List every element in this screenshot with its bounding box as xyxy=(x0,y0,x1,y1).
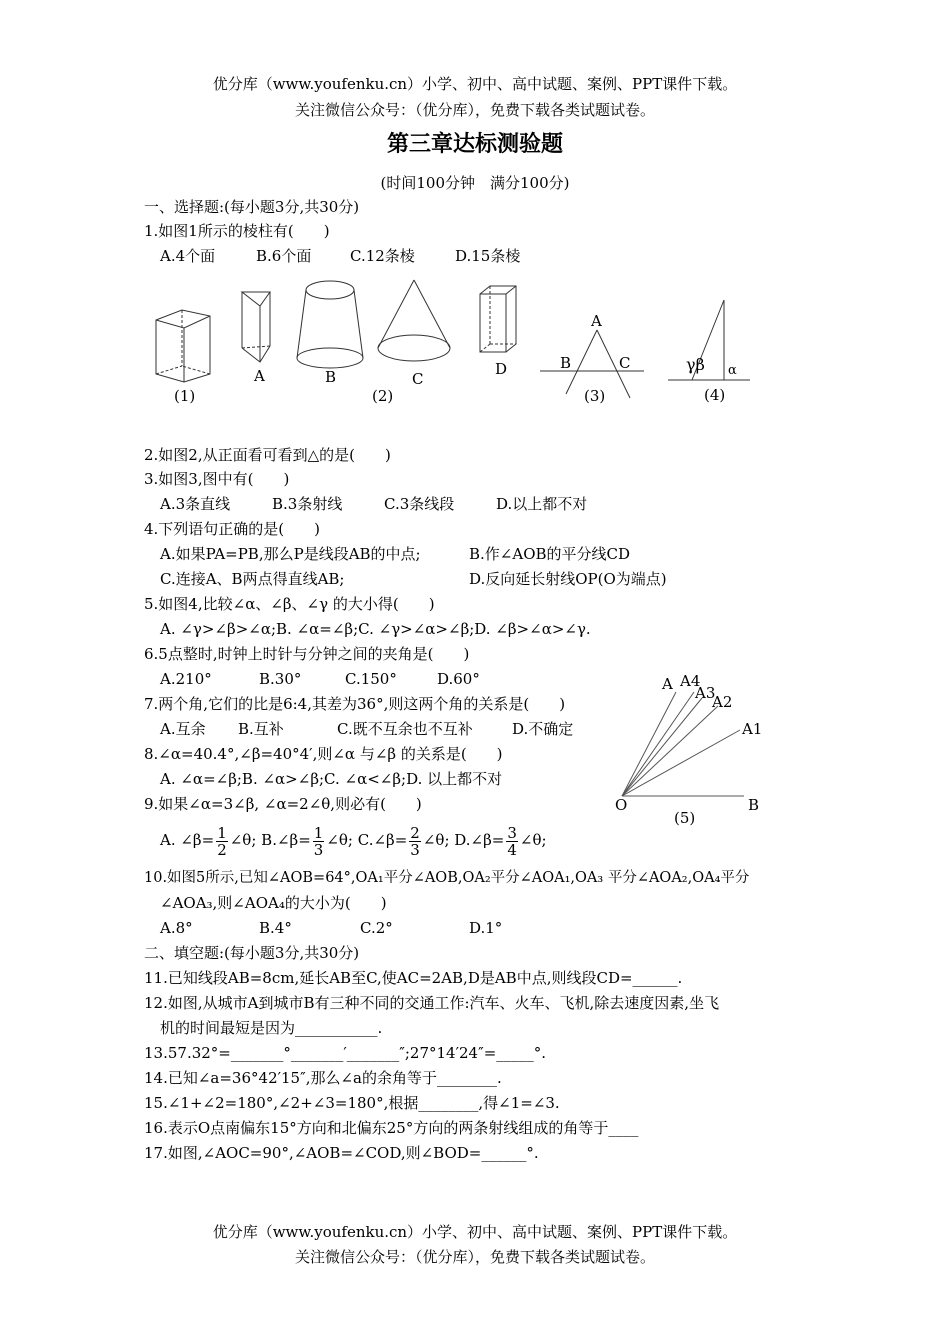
figure-3-caption: (3) xyxy=(584,387,606,405)
q16-stem: 16.表示O点南偏东15°方向和北偏东25°方向的两条射线组成的角等于____ xyxy=(144,1119,639,1137)
q6-option-a: A.210° xyxy=(160,670,212,688)
q15-stem: 15.∠1+∠2=180°,∠2+∠3=180°,根据________,得∠1=∠3. xyxy=(144,1094,560,1112)
q9-a-fraction: $\frac{1}{2}$ xyxy=(217,823,227,859)
q11-stem: 11.已知线段AB=8cm,延长AB至C,使AC=2AB,D是AB中点,则线段CD=______. xyxy=(144,969,683,987)
figure-2a-label: A xyxy=(254,367,265,385)
cone-figure xyxy=(378,280,450,361)
q12-line-2: 机的时间最短是因为___________. xyxy=(160,1019,383,1037)
footer-line-1: 优分库（www.youfenku.cn）小学、初中、高中试题、案例、PPT课件下载。 xyxy=(212,1223,738,1241)
q9-b-suffix: ∠θ; xyxy=(326,831,353,849)
q10-option-d: D.1° xyxy=(469,919,503,937)
header-line-2: 关注微信公众号：（优分库），免费下载各类试题试卷。 xyxy=(294,101,655,119)
q3-option-b: B.3条射线 xyxy=(272,495,343,513)
q6-stem: 6.5点整时,时钟上时针与分钟之间的夹角是( ) xyxy=(144,645,470,663)
figure-5-label-a3: A3 xyxy=(695,684,716,702)
footer-line-2: 关注微信公众号：（优分库），免费下载各类试题试卷。 xyxy=(294,1248,655,1266)
q9-c-prefix: C.∠β= xyxy=(357,831,408,849)
figure-5-label-a2: A2 xyxy=(712,693,733,711)
figure-3-label-a: A xyxy=(591,312,602,330)
q9-c-suffix: ∠θ; xyxy=(422,831,450,849)
q6-option-c: C.150° xyxy=(345,670,397,688)
q9-b-fraction: $\frac{1}{3}$ xyxy=(313,823,324,859)
q10-option-c: C.2° xyxy=(360,919,393,937)
q7-option-a: A.互余 xyxy=(160,720,206,738)
q3-option-a: A.3条直线 xyxy=(160,495,231,513)
figure-5-label-a: A xyxy=(662,675,673,693)
q7-option-c: C.既不互余也不互补 xyxy=(337,720,473,738)
q2-stem: 2.如图2,从正面看可看到△的是( ) xyxy=(144,446,391,464)
page-subtitle: (时间100分钟 满分100分) xyxy=(380,174,570,192)
figure-5-label-a1: A1 xyxy=(742,720,763,738)
angle-figure xyxy=(668,300,750,380)
figure-3-label-c: C xyxy=(619,354,631,372)
section-choice-heading: 一、选择题:(每小题3分,共30分) xyxy=(144,198,360,216)
q3-option-c: C.3条线段 xyxy=(384,495,455,513)
q13-stem: 13.57.32°=_______°_______′_______″;27°14′24″=_____°. xyxy=(144,1044,547,1062)
q9-b-prefix: B.∠β= xyxy=(261,831,311,849)
q5-options: A. ∠γ>∠β>∠α;B. ∠α=∠β;C. ∠γ>∠α>∠β;D. ∠β>∠α>∠γ. xyxy=(160,620,591,638)
q1-option-c: C.12条棱 xyxy=(350,247,415,265)
q4-option-a: A.如果PA=PB,那么P是线段AB的中点; xyxy=(160,545,421,563)
q1-option-d: D.15条棱 xyxy=(455,247,521,265)
figure-2b-label: B xyxy=(325,368,337,386)
figure-5-label-o: O xyxy=(615,796,628,814)
figures-row xyxy=(140,270,780,415)
q1-stem: 1.如图1所示的棱柱有( ) xyxy=(144,222,330,240)
q9-stem: 9.如果∠α=3∠β, ∠α=2∠θ,则必有( ) xyxy=(144,795,422,813)
q4-option-c: C.连接A、B两点得直线AB; xyxy=(160,570,345,588)
figure-4-label-gamma-beta: γβ xyxy=(686,355,705,374)
q7-option-b: B.互补 xyxy=(238,720,284,738)
q4-stem: 4.下列语句正确的是( ) xyxy=(144,520,321,538)
q8-stem: 8.∠α=40.4°,∠β=40°4′,则∠α 与∠β 的关系是( ) xyxy=(144,745,503,763)
figure-5 xyxy=(610,668,780,830)
figure-3-label-b: B xyxy=(560,354,572,372)
figure-5-label-a4: A4 xyxy=(680,672,701,690)
q8-options: A. ∠α=∠β;B. ∠α>∠β;C. ∠α<∠β;D. 以上都不对 xyxy=(160,770,503,788)
figure-4-label-alpha: α xyxy=(728,363,737,378)
q9-c-fraction: $\frac{2}{3}$ xyxy=(410,823,420,859)
figure-5-label-b: B xyxy=(748,796,760,814)
hexagonal-prism-figure xyxy=(156,310,210,382)
triangular-prism-figure xyxy=(242,292,270,362)
q12-line-1: 12.如图,从城市A到城市B有三种不同的交通工作:汽车、火车、飞机,除去速度因素,坐飞 xyxy=(144,994,720,1012)
q9-a-prefix: A. ∠β= xyxy=(160,831,215,849)
q9-a-suffix: ∠θ; xyxy=(229,831,257,849)
q1-option-b: B.6个面 xyxy=(256,247,312,265)
q10-option-b: B.4° xyxy=(259,919,292,937)
page-title: 第三章达标测验题 xyxy=(386,132,563,157)
q9-d-fraction: $\frac{3}{4}$ xyxy=(507,823,517,859)
q4-option-b: B.作∠AOB的平分线CD xyxy=(469,545,631,563)
q4-option-d: D.反向延长射线OP(O为端点) xyxy=(469,570,667,588)
figure-5-caption: (5) xyxy=(674,809,696,827)
q10-line-1: 10.如图5所示,已知∠AOB=64°,OA₁平分∠AOB,OA₂平分∠AOA₁,OA₃ 平分∠AOA₂,OA₄平分 xyxy=(144,870,750,886)
q7-stem: 7.两个角,它们的比是6:4,其差为36°,则这两个角的关系是( ) xyxy=(144,695,566,713)
q17-stem: 17.如图,∠AOC=90°,∠AOB=∠COD,则∠BOD=______°. xyxy=(144,1144,539,1162)
section-fill-heading: 二、填空题:(每小题3分,共30分) xyxy=(144,944,360,962)
cuboid-figure xyxy=(480,286,516,352)
figure-2-caption: (2) xyxy=(372,387,394,405)
q3-option-d: D.以上都不对 xyxy=(496,495,588,513)
figure-1-caption: (1) xyxy=(174,387,196,405)
q5-stem: 5.如图4,比较∠α、∠β、∠γ 的大小得( ) xyxy=(144,595,435,613)
q1-option-a: A.4个面 xyxy=(160,247,216,265)
figure-2d-label: D xyxy=(495,360,508,378)
frustum-figure xyxy=(297,281,363,368)
figure-4-caption: (4) xyxy=(704,386,726,404)
q9-d-suffix: ∠θ; xyxy=(519,831,547,849)
figure-2c-label: C xyxy=(412,370,424,388)
q7-option-d: D.不确定 xyxy=(512,720,574,738)
q10-line-2: ∠AOA₃,则∠AOA₄的大小为( ) xyxy=(160,894,387,912)
q9-options xyxy=(160,824,547,858)
q6-option-b: B.30° xyxy=(259,670,302,688)
header-line-1: 优分库（www.youfenku.cn）小学、初中、高中试题、案例、PPT课件下载。 xyxy=(212,75,738,93)
q10-option-a: A.8° xyxy=(160,919,193,937)
q6-option-d: D.60° xyxy=(437,670,480,688)
q14-stem: 14.已知∠a=36°42′15″,那么∠a的余角等于________. xyxy=(144,1069,502,1087)
q9-d-prefix: D.∠β= xyxy=(454,831,505,849)
q3-stem: 3.如图3,图中有( ) xyxy=(144,470,290,488)
